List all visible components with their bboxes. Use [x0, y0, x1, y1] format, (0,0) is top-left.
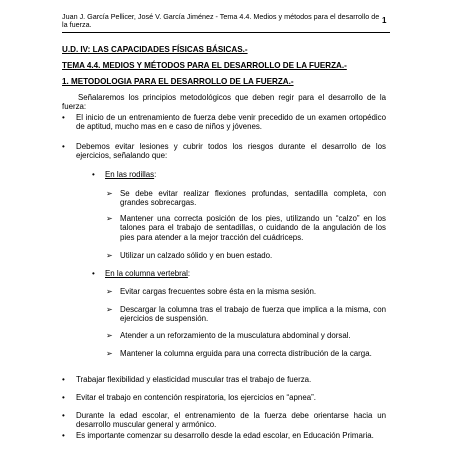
- arrow-marker: ➢: [106, 251, 113, 260]
- group-suffix: :: [187, 269, 191, 278]
- bullet-item: Durante la edad escolar, el entrenamiento de la fuerza debe orientarse hacia un desarrollo muscular general y armónico.: [76, 411, 386, 430]
- group-suffix: :: [154, 170, 157, 179]
- sub-bullet-marker: •: [92, 170, 95, 179]
- arrow-marker: ➢: [106, 214, 113, 223]
- intro-paragraph: Señalaremos los principios metodológicos que deben regir para el desarrollo de la fuerza:: [62, 93, 386, 112]
- arrow-marker: ➢: [106, 189, 113, 198]
- bullet-item: Debemos evitar lesiones y cubrir todos los riesgos durante el desarrollo de los ejercicios, señalando que:: [76, 142, 386, 161]
- topic-heading: TEMA 4.4. MEDIOS Y MÉTODOS PARA EL DESARROLLO DE LA FUERZA.-: [62, 61, 347, 70]
- arrow-marker: ➢: [106, 287, 113, 296]
- sub-bullet-marker: •: [92, 269, 95, 278]
- unit-heading: U.D. IV: LAS CAPACIDADES FÍSICAS BÁSICAS.-: [62, 45, 248, 54]
- arrow-marker: ➢: [106, 331, 113, 340]
- bullet-item: Evitar el trabajo en contención respiratoria, los ejercicios en “apnea”.: [76, 393, 316, 402]
- group-heading-rodillas: [105, 170, 305, 179]
- group-heading-columna: [105, 269, 305, 278]
- bullet-marker: •: [62, 113, 65, 122]
- group-label: En las rodillas: [105, 170, 155, 179]
- section-heading: 1. METODOLOGIA PARA EL DESARROLLO DE LA FUERZA.-: [62, 77, 294, 86]
- sub-item: Utilizar un calzado sólido y en buen estado.: [120, 251, 273, 260]
- bullet-marker: •: [62, 393, 65, 402]
- sub-item: Descargar la columna tras el trabajo de fuerza que implica a la misma, con ejercicios de suspensión.: [120, 305, 386, 324]
- arrow-marker: ➢: [106, 349, 113, 358]
- bullet-item: Trabajar flexibilidad y elasticidad muscular tras el trabajo de fuerza.: [76, 375, 312, 384]
- group-label: En la columna vertebral: [105, 269, 188, 278]
- sub-item: Evitar cargas frecuentes sobre ésta en la misma sesión.: [120, 287, 317, 296]
- sub-item: Se debe evitar realizar flexiones profundas, sentadilla completa, con grandes sobrecargas.: [120, 189, 386, 208]
- running-header: Juan J. García Pellicer, José V. García Jiménez - Tema 4.4. Medios y métodos para el desarrollo de la fuerza.: [62, 12, 380, 30]
- arrow-marker: ➢: [106, 305, 113, 314]
- sub-item: Atender a un reforzamiento de la musculatura abdominal y dorsal.: [120, 331, 351, 340]
- sub-item: Mantener una correcta posición de los pies, utilizando un “calzo” en los talones para el trabajo de sentadillas, o cuidando de la angulación de los pies para atender a la mejor tracción del cuádriceps.: [120, 214, 386, 242]
- bullet-item: El inicio de un entrenamiento de fuerza debe venir precedido de un examen ortopédico de aptitud, mucho mas en e caso de niños y jóvenes.: [76, 113, 386, 132]
- bullet-marker: •: [62, 375, 65, 384]
- bullet-marker: •: [62, 431, 65, 440]
- header-rule: [62, 32, 390, 33]
- bullet-marker: •: [62, 142, 65, 151]
- bullet-marker: •: [62, 411, 65, 420]
- sub-item: Mantener la columna erguida para una correcta distribución de la carga.: [120, 349, 372, 358]
- page-number: 1: [382, 16, 387, 25]
- bullet-item: Es importante comenzar su desarrollo desde la edad escolar, en Educación Primaria.: [76, 431, 374, 440]
